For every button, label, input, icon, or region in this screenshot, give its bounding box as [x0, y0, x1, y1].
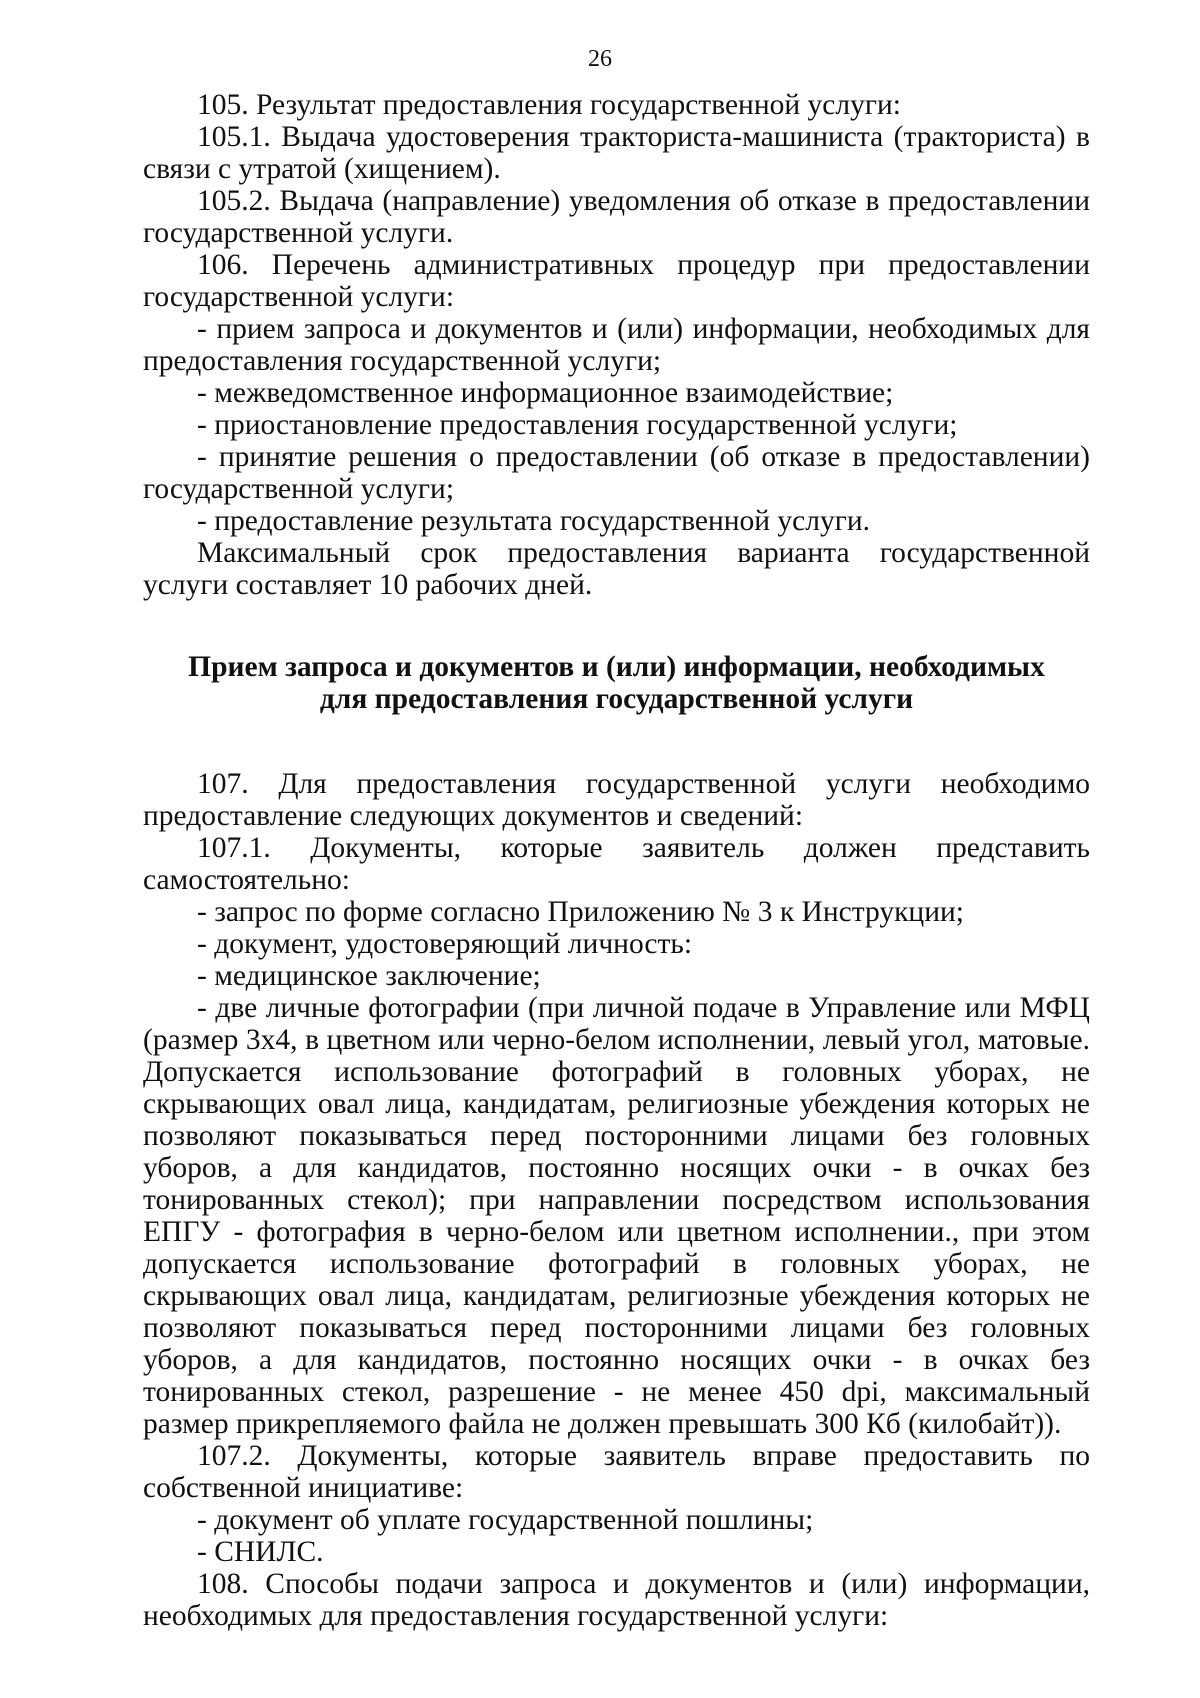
list-item-medical-report: - медицинское заключение;	[197, 960, 541, 992]
paragraph-107-1: 107.1. Документы, которые заявитель должен представить самостоятельно:	[143, 832, 1090, 896]
list-item-request-form: - запрос по форме согласно Приложению № 3 к Инструкции;	[197, 896, 964, 928]
list-item-procedure-4: - принятие решения о предоставлении (об отказе в предоставлении) государственной услуги;	[143, 441, 1090, 505]
list-item-procedure-5: - предоставление результата государственной услуги.	[197, 505, 871, 537]
paragraph-107-2: 107.2. Документы, которые заявитель вправе предоставить по собственной инициативе:	[143, 1440, 1090, 1504]
section-heading-line-2: для предоставления государственной услуги	[319, 683, 914, 715]
paragraph-108: 108. Способы подачи запроса и документов и (или) информации, необходимых для предоставления государственной услуги:	[143, 1568, 1090, 1632]
page-number: 26	[588, 46, 612, 72]
paragraph-max-term: Максимальный срок предоставления варианта государственной услуги составляет 10 рабочих дней.	[143, 537, 1090, 601]
paragraph-105-1: 105.1. Выдача удостоверения тракториста-машиниста (тракториста) в связи с утратой (хищением).	[143, 121, 1090, 185]
list-item-procedure-2: - межведомственное информационное взаимодействие;	[197, 377, 894, 409]
paragraph-105-2: 105.2. Выдача (направление) уведомления об отказе в предоставлении государственной услуги.	[143, 185, 1090, 249]
document-body	[143, 89, 1090, 1632]
list-item-snils: - СНИЛС.	[197, 1536, 324, 1568]
list-item-fee-document: - документ об уплате государственной пошлины;	[197, 1504, 814, 1536]
paragraph-106: 106. Перечень административных процедур при предоставлении государственной услуги:	[143, 249, 1090, 313]
paragraph-107: 107. Для предоставления государственной услуги необходимо предоставление следующих документов и сведений:	[143, 768, 1090, 832]
list-item-identity-document: - документ, удостоверяющий личность:	[197, 928, 693, 960]
list-item-photos: - две личные фотографии (при личной подаче в Управление или МФЦ (размер 3x4, в цветном или черно-белом исполнении, левый угол, матовые. Допускается использование фотографий в головных уборах, не скрывающих овал лица, кандидатам, религиозные убеждения которых не позволяют показываться перед посторонними лицами без головных уборов, а для кандидатов, постоянно носящих очки - в очках без тонированных стекол); при направлении посредством использования ЕПГУ - фотография в черно-белом или цветном исполнении., при этом допускается использование фотографий в головных уборах, не скрывающих овал лица, кандидатам, религиозные убеждения которых не позволяют показываться перед посторонними лицами без головных уборов, а для кандидатов, постоянно носящих очки - в очках без тонированных стекол, разрешение - не менее 450 dpi, максимальный размер прикрепляемого файла не должен превышать 300 Кб (килобайт)).	[143, 992, 1090, 1440]
section-heading	[143, 651, 1090, 715]
section-heading-line-1: Прием запроса и документов и (или) информации, необходимых	[188, 651, 1045, 683]
list-item-procedure-3: - приостановление предоставления государственной услуги;	[197, 409, 958, 441]
list-item-procedure-1: - прием запроса и документов и (или) информации, необходимых для предоставления государственной услуги;	[143, 313, 1090, 377]
paragraph-105: 105. Результат предоставления государственной услуги:	[197, 89, 901, 121]
